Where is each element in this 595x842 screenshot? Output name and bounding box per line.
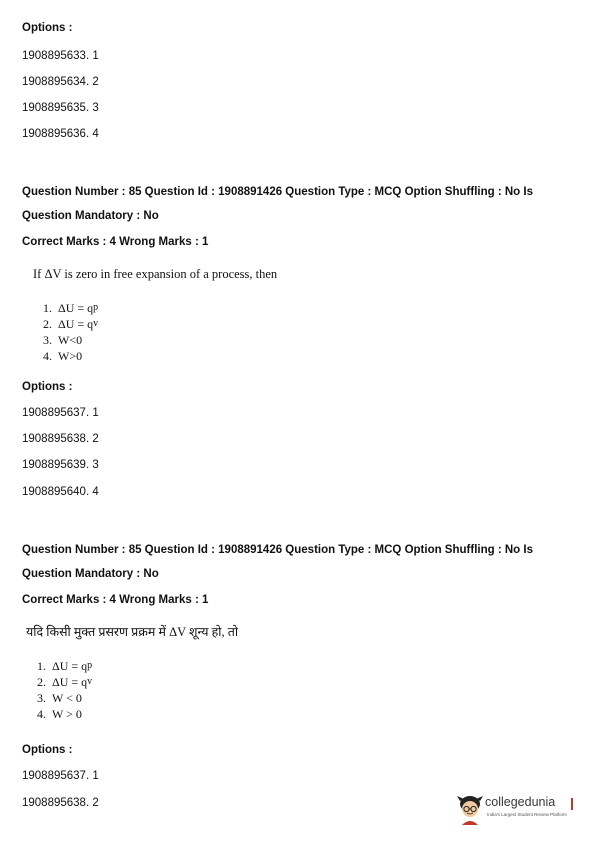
option-item: 1908895637. 1 [22, 407, 99, 419]
logo-tagline: India's Largest Student Review Platform [487, 812, 567, 817]
choice-list [36, 300, 98, 364]
choice-item: 1. ΔU = q p [37, 659, 93, 673]
option-item: 1908895635. 3 [22, 102, 99, 114]
logo-accent-bar [571, 798, 573, 810]
question-text: If ΔV is zero in free expansion of a process, then [33, 267, 278, 281]
marks-line: Correct Marks : 4 Wrong Marks : 1 [22, 236, 209, 248]
choice-item: 4. W > 0 [37, 707, 82, 721]
question-header: Question Number : 85 Question Id : 1908891426 Question Type : MCQ Option Shuffling : No Is [22, 544, 533, 556]
logo-name: collegedunia [485, 795, 556, 809]
options-label: Options : [22, 744, 73, 756]
choice-item: 1. ΔU = q p [43, 301, 99, 315]
choice-item: 2. ΔU = q v [43, 317, 99, 331]
option-item: 1908895638. 2 [22, 797, 99, 809]
option-item: 1908895634. 2 [22, 76, 99, 88]
option-item: 1908895639. 3 [22, 459, 99, 471]
question-text-hindi: यदि किसी मुक्त प्रसरण प्रक्रम में ΔV शून्य हो, तो [26, 625, 239, 639]
option-item: 1908895636. 4 [22, 128, 99, 140]
choice-item: 2. ΔU = q v [37, 675, 93, 689]
choice-list [30, 658, 92, 722]
options-label: Options : [22, 22, 73, 34]
option-item: 1908895638. 2 [22, 433, 99, 445]
collegedunia-logo [455, 790, 580, 830]
option-item: 1908895637. 1 [22, 770, 99, 782]
choice-item: 3. W<0 [43, 333, 83, 347]
question-mandatory: Question Mandatory : No [22, 210, 159, 222]
student-mascot-icon [455, 792, 485, 828]
question-mandatory: Question Mandatory : No [22, 568, 159, 580]
marks-line: Correct Marks : 4 Wrong Marks : 1 [22, 594, 209, 606]
question-header: Question Number : 85 Question Id : 1908891426 Question Type : MCQ Option Shuffling : No Is [22, 186, 533, 198]
option-item: 1908895640. 4 [22, 486, 99, 498]
choice-item: 3. W < 0 [37, 691, 82, 705]
choice-item: 4. W>0 [43, 349, 83, 363]
options-label: Options : [22, 381, 73, 393]
option-item: 1908895633. 1 [22, 50, 99, 62]
